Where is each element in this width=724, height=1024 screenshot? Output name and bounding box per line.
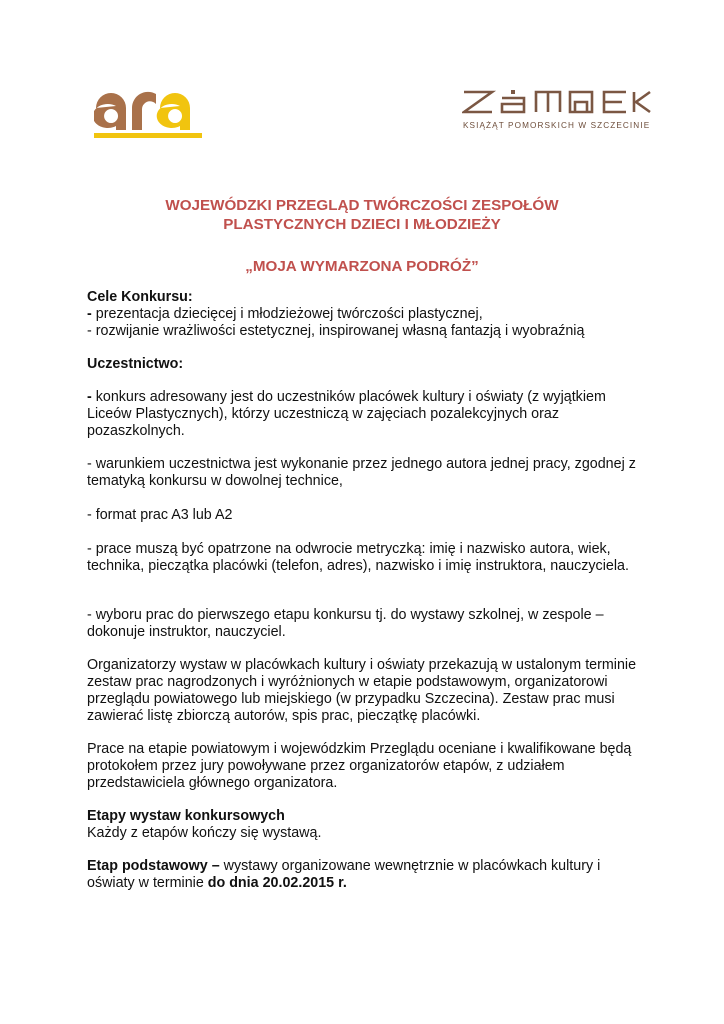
participation-paragraph-1 xyxy=(87,389,647,440)
participation-heading: Uczestnictwo: xyxy=(87,356,184,372)
stage-basic xyxy=(87,858,647,892)
goals-item-2: - rozwijanie wrażliwości estetycznej, inspirowanej własną fantazją i wyobraźnią xyxy=(87,323,585,339)
zamek-subtitle: KSIĄŻĄT POMORSKICH W SZCZECINIE xyxy=(463,121,651,130)
goals-item-1 xyxy=(87,306,647,323)
participation-paragraph-5 xyxy=(87,607,647,641)
participation-p1-dash: - xyxy=(87,389,92,405)
participation-p4-text: - prace muszą być opatrzone na odwrocie metryczką: imię i nazwisko autora, wiek, technika, pieczątka placówki (telefon, adres), nazwisko i imię instruktora, nauczyciela. xyxy=(87,541,629,574)
ara-logo xyxy=(94,86,206,138)
participation-paragraph-7 xyxy=(87,741,647,792)
stages-section xyxy=(87,808,647,842)
participation-p1-text: konkurs adresowany jest do uczestników placówek kultury i oświaty (z wyjątkiem Liceów Plastycznych), którzy uczestniczą w zajęciach pozalekcyjnych oraz pozaszkolnych. xyxy=(87,389,606,439)
stage-basic-deadline: do dnia 20.02.2015 r. xyxy=(207,875,347,891)
page-title-line1: WOJEWÓDZKI PRZEGLĄD TWÓRCZOŚCI ZESPOŁÓW xyxy=(165,197,559,214)
participation-paragraph-4 xyxy=(87,541,647,575)
goals-item-1-dash: - xyxy=(87,306,92,322)
stage-basic-label: Etap podstawowy – xyxy=(87,858,220,874)
participation-paragraph-2 xyxy=(87,456,647,490)
participation-p5-text: - wyboru prac do pierwszego etapu konkursu tj. do wystawy szkolnej, w zespole – dokonuje instruktor, nauczyciel. xyxy=(87,607,604,640)
stages-heading: Etapy wystaw konkursowych xyxy=(87,808,285,824)
participation-p6-text: Organizatorzy wystaw w placówkach kultury i oświaty przekazują w ustalonym terminie zestaw prac nagrodzonych i wyróżnionych w etapie podstawowym, organizatorowi przeglądu powiatowego lub miejskiego (w przypadku Szczecina). Zestaw prac musi zawierać listę zbiorczą autorów, spis prac, pieczątkę placówki. xyxy=(87,657,637,724)
goals-heading: Cele Konkursu: xyxy=(87,289,193,305)
participation-paragraph-3 xyxy=(87,507,647,524)
page-title-line2: PLASTYCZNYCH DZIECI I MŁODZIEŻY xyxy=(223,216,501,233)
participation-p3-text: - format prac A3 lub A2 xyxy=(87,507,233,523)
goals-section xyxy=(87,289,647,340)
participation-p7-text: Prace na etapie powiatowym i wojewódzkim Przeglądu oceniane i kwalifikowane będą protokołem przez jury powoływane przez organizatorów etapów, z udziałem przedstawiciela głównego organizatora. xyxy=(87,741,632,791)
stages-intro: Każdy z etapów kończy się wystawą. xyxy=(87,825,322,841)
contest-name: „MOJA WYMARZONA PODRÓŻ” xyxy=(245,258,479,275)
participation-paragraph-6 xyxy=(87,657,647,725)
stage-basic-text: wystawy organizowane wewnętrznie w placówkach kultury i oświaty w terminie xyxy=(87,858,601,891)
goals-item-1-text: prezentacja dziecięcej i młodzieżowej twórczości plastycznej, xyxy=(91,306,483,322)
participation-p2-text: - warunkiem uczestnictwa jest wykonanie przez jednego autora jednej pracy, zgodnej z tematyką konkursu w dowolnej technice, xyxy=(87,456,636,489)
